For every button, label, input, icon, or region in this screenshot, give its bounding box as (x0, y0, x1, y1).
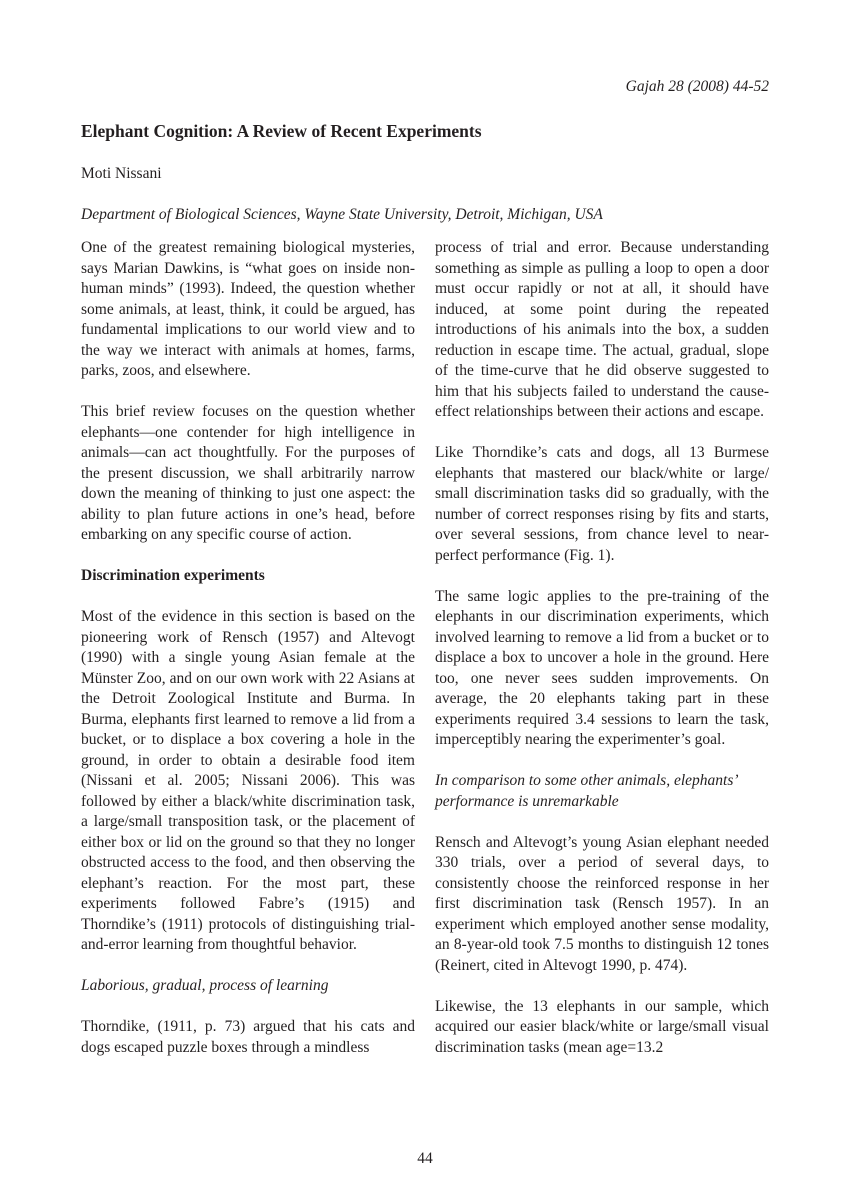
paragraph: Rensch and Altevogt’s young Asian elephant needed 330 trials, over a period of several days, to consistently choose the reinforced response in her first discrimination task (Rensch 1957). In an experiment which employed another sense modality, an 8-year-old took 7.5 months to distinguish 12 tones (Reinert, cited in Altevogt 1990, p. 474). (435, 833, 769, 974)
paragraph: Thorndike, (1911, p. 73) argued that his cats and dogs escaped puzzle boxes through a mindless (81, 1018, 415, 1056)
page-number: 44 (417, 1150, 433, 1167)
paragraph: Likewise, the 13 elephants in our sample, which acquired our easier black/white or large/small visual discrimination tasks (mean age=13.2 (435, 997, 769, 1056)
author-name: Moti Nissani (81, 165, 162, 182)
journal-reference: Gajah 28 (2008) 44-52 (625, 78, 769, 95)
paragraph: process of trial and error. Because understanding something as simple as pulling a loop to open a door must occur rapidly or not at all, it should have induced, at some point during the repeated introductions of his animals into the box, a sudden reduction in escape time. The actual, gradual, slope of the time-curve that he did observe suggested to him that his subjects failed to understand the cause-effect relationships between their actions and escape. (435, 239, 769, 420)
paragraph: This brief review focuses on the question whether elephants—one contender for high intelligence in animals—can act thoughtfully. For the purposes of the present discussion, we shall arbitrarily narrow down the meaning of thinking to just one aspect: the ability to plan future actions in one’s head, before embarking on any specific course of action. (81, 403, 415, 543)
author-affiliation: Department of Biological Sciences, Wayne State University, Detroit, Michigan, USA (81, 206, 603, 223)
left-column (81, 238, 415, 1079)
paragraph: The same logic applies to the pre-training of the elephants in our discrimination experiments, which involved learning to remove a lid from a bucket or to displace a box to uncover a hole in the ground. Here too, one never sees sudden improvements. On average, the 20 elephants taking part in these experiments required 3.4 sessions to learn the task, imperceptibly nearing the experimenter’s goal. (435, 587, 769, 748)
subsection-heading: Laborious, gradual, process of learning (81, 977, 329, 994)
paragraph: One of the greatest remaining biological mysteries, says Marian Dawkins, is “what goes on inside non-human minds” (1993). Indeed, the question whether some animals, at least, think, it could be argued, has fundamental implications to our world view and to the way we interact with animals at homes, farms, parks, zoos, and elsewhere. (81, 239, 415, 379)
paragraph: Like Thorndike’s cats and dogs, all 13 Burmese elephants that mastered our black/white or large/ small discrimination tasks did so gradually, with the number of correct responses rising by fits and starts, over several sessions, from chance level to near-perfect performance (Fig. 1). (435, 444, 769, 564)
article-title: Elephant Cognition: A Review of Recent Experiments (81, 121, 482, 141)
subsection-heading: In comparison to some other animals, elephants’ performance is unremarkable (435, 772, 737, 810)
right-column (435, 238, 769, 1079)
paragraph: Most of the evidence in this section is based on the pioneering work of Rensch (1957) and Altevogt (1990) with a single young Asian female at the Münster Zoo, and on our own work with 22 Asians at the Detroit Zoological Institute and Burma. In Burma, elephants first learned to remove a lid from a bucket, or to displace a box covering a hole in the ground, in order to obtain a desirable food item (Nissani et al. 2005; Nissani 2006). This was followed by either a black/white discrimination task, a large/small transposition task, or the placement of either box or lid on the ground so that they no longer obstructed access to the food, and then observing the elephant’s reaction. For the most part, these experiments followed Fabre’s (1915) and Thorndike’s (1911) protocols of distinguishing trial-and-error learning from thoughtful behavior. (81, 608, 415, 953)
section-heading: Discrimination experiments (81, 567, 265, 584)
